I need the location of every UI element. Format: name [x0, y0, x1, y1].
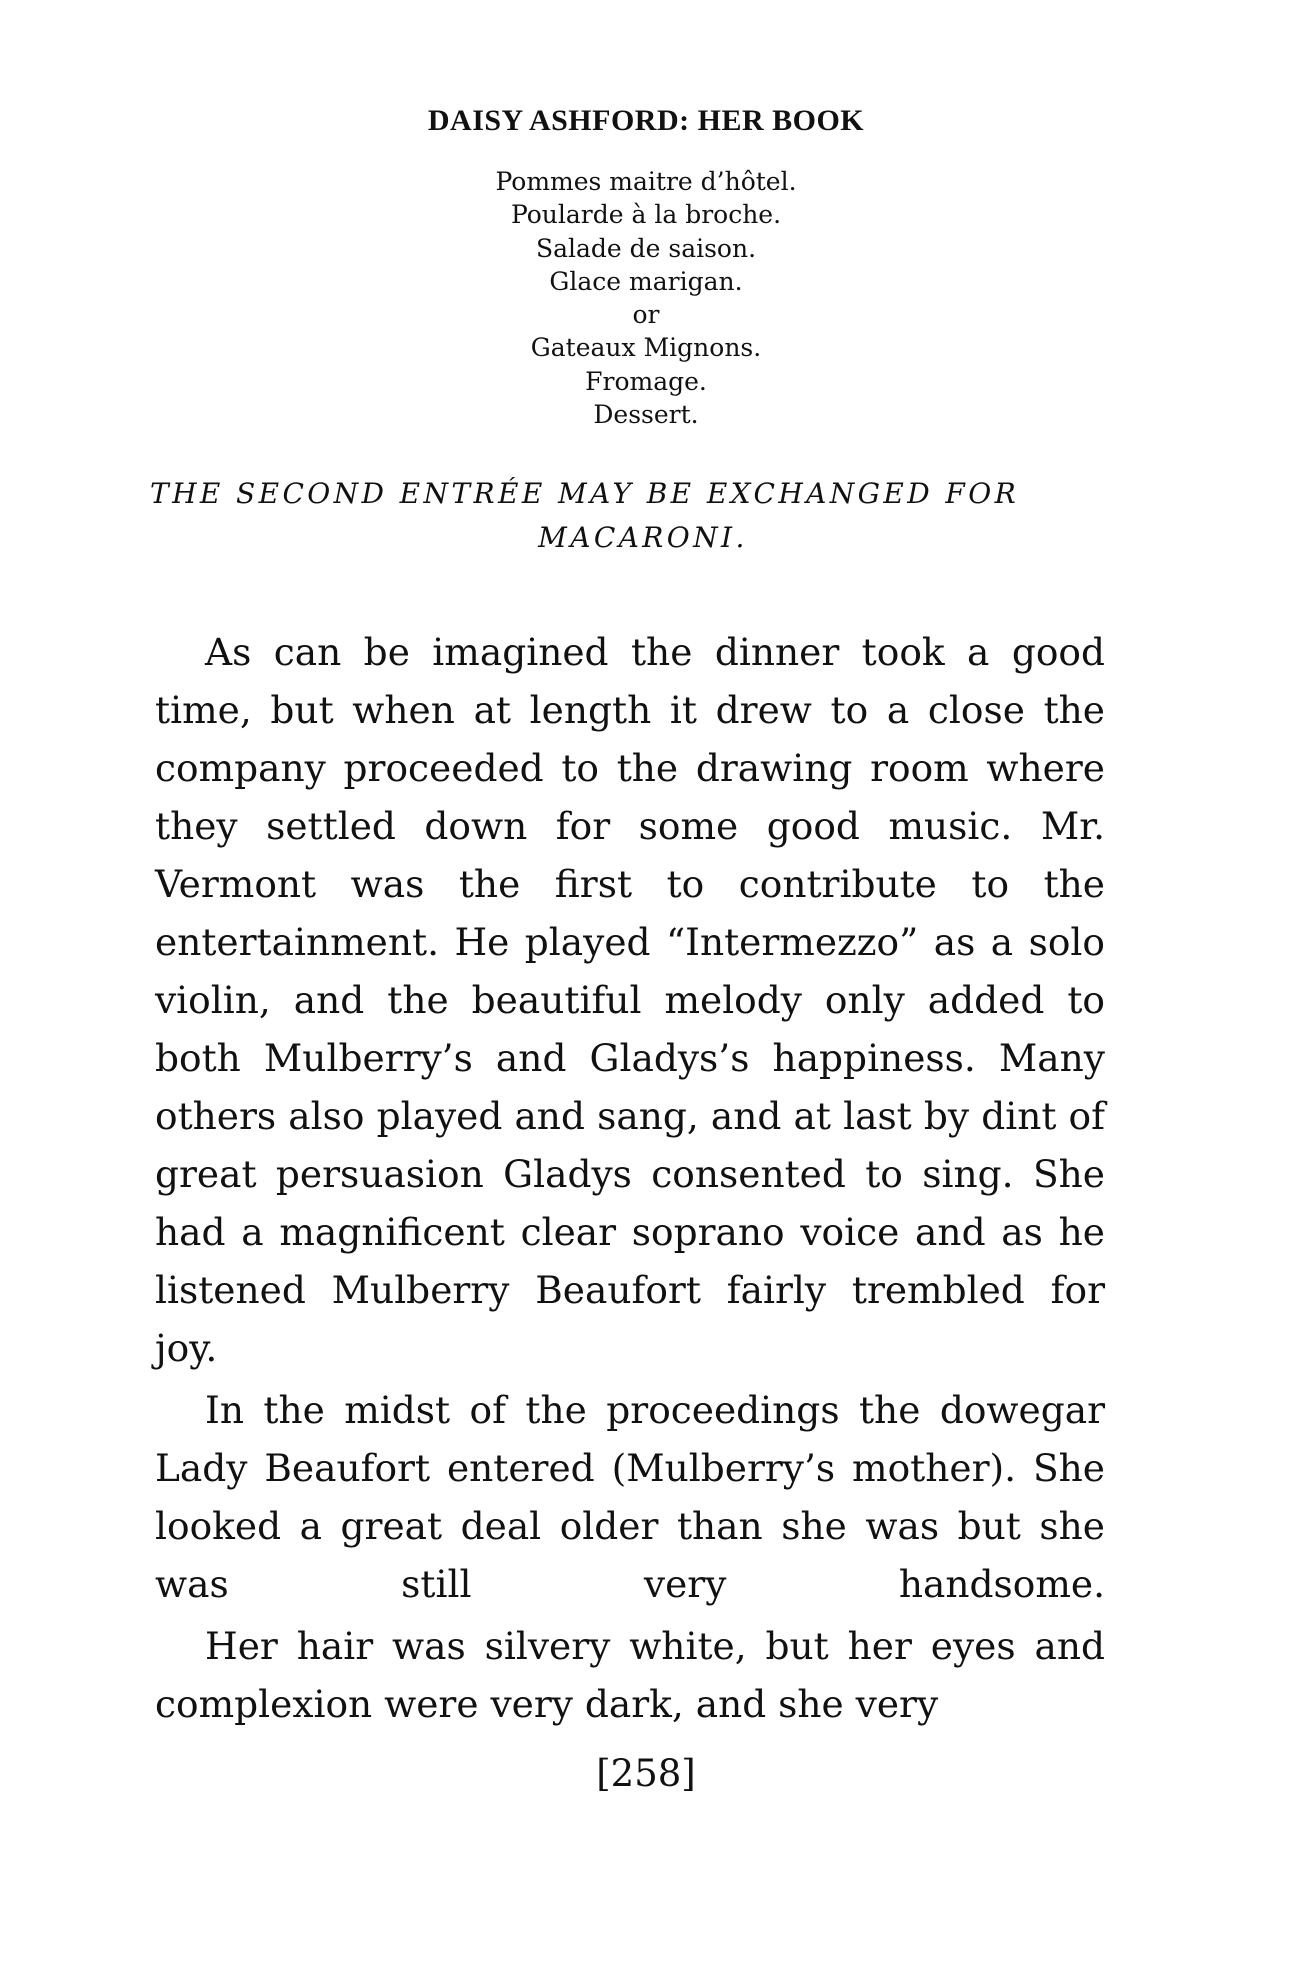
paragraph: As can be imagined the dinner took a good time, but when at length it drew to a close the company proceeded to the drawing room where they settled down for some good music. Mr. Vermont was the first to contribute to the entertainment. He played “Intermezzo” as a solo violin, and the beautiful melody only added to both Mulberry’s and Gladys’s happiness. Many others also played and sang, and at last by dint of great persuasion Gladys consented to sing. She had a magnificent clear soprano voice and as he listened Mulberry Beaufort fairly trembled for joy. [155, 630, 1105, 1370]
menu-note-line: THE SECOND ENTRÉE MAY BE EXCHANGED FOR [150, 477, 1020, 510]
paragraph: In the midst of the proceedings the dowegar Lady Beaufort entered (Mulberry’s mother). She looked a great deal older than she was but she was still very handsome. [155, 1388, 1105, 1606]
menu-item: Salade de saison. [535, 233, 757, 263]
menu-item: Gateaux Mignons. [530, 333, 762, 363]
running-head: DAISY ASHFORD: HER BOOK [427, 104, 865, 137]
menu-item: Dessert. [593, 400, 699, 430]
menu-item: Fromage. [585, 366, 707, 396]
menu-item: Pommes maitre d’hôtel. [495, 167, 797, 196]
menu-note-line: MACARONI. [538, 521, 748, 554]
page-number: [258] [596, 1752, 696, 1795]
menu-item: or [632, 300, 660, 330]
paragraph: Her hair was silvery white, but her eyes and complexion were very dark, and she very [155, 1624, 1105, 1726]
body-text [155, 623, 1105, 1737]
menu-item: Poularde à la broche. [510, 200, 782, 230]
menu-list [0, 165, 1292, 431]
menu-note [150, 472, 1110, 560]
menu-item: Glace marigan. [549, 266, 743, 296]
